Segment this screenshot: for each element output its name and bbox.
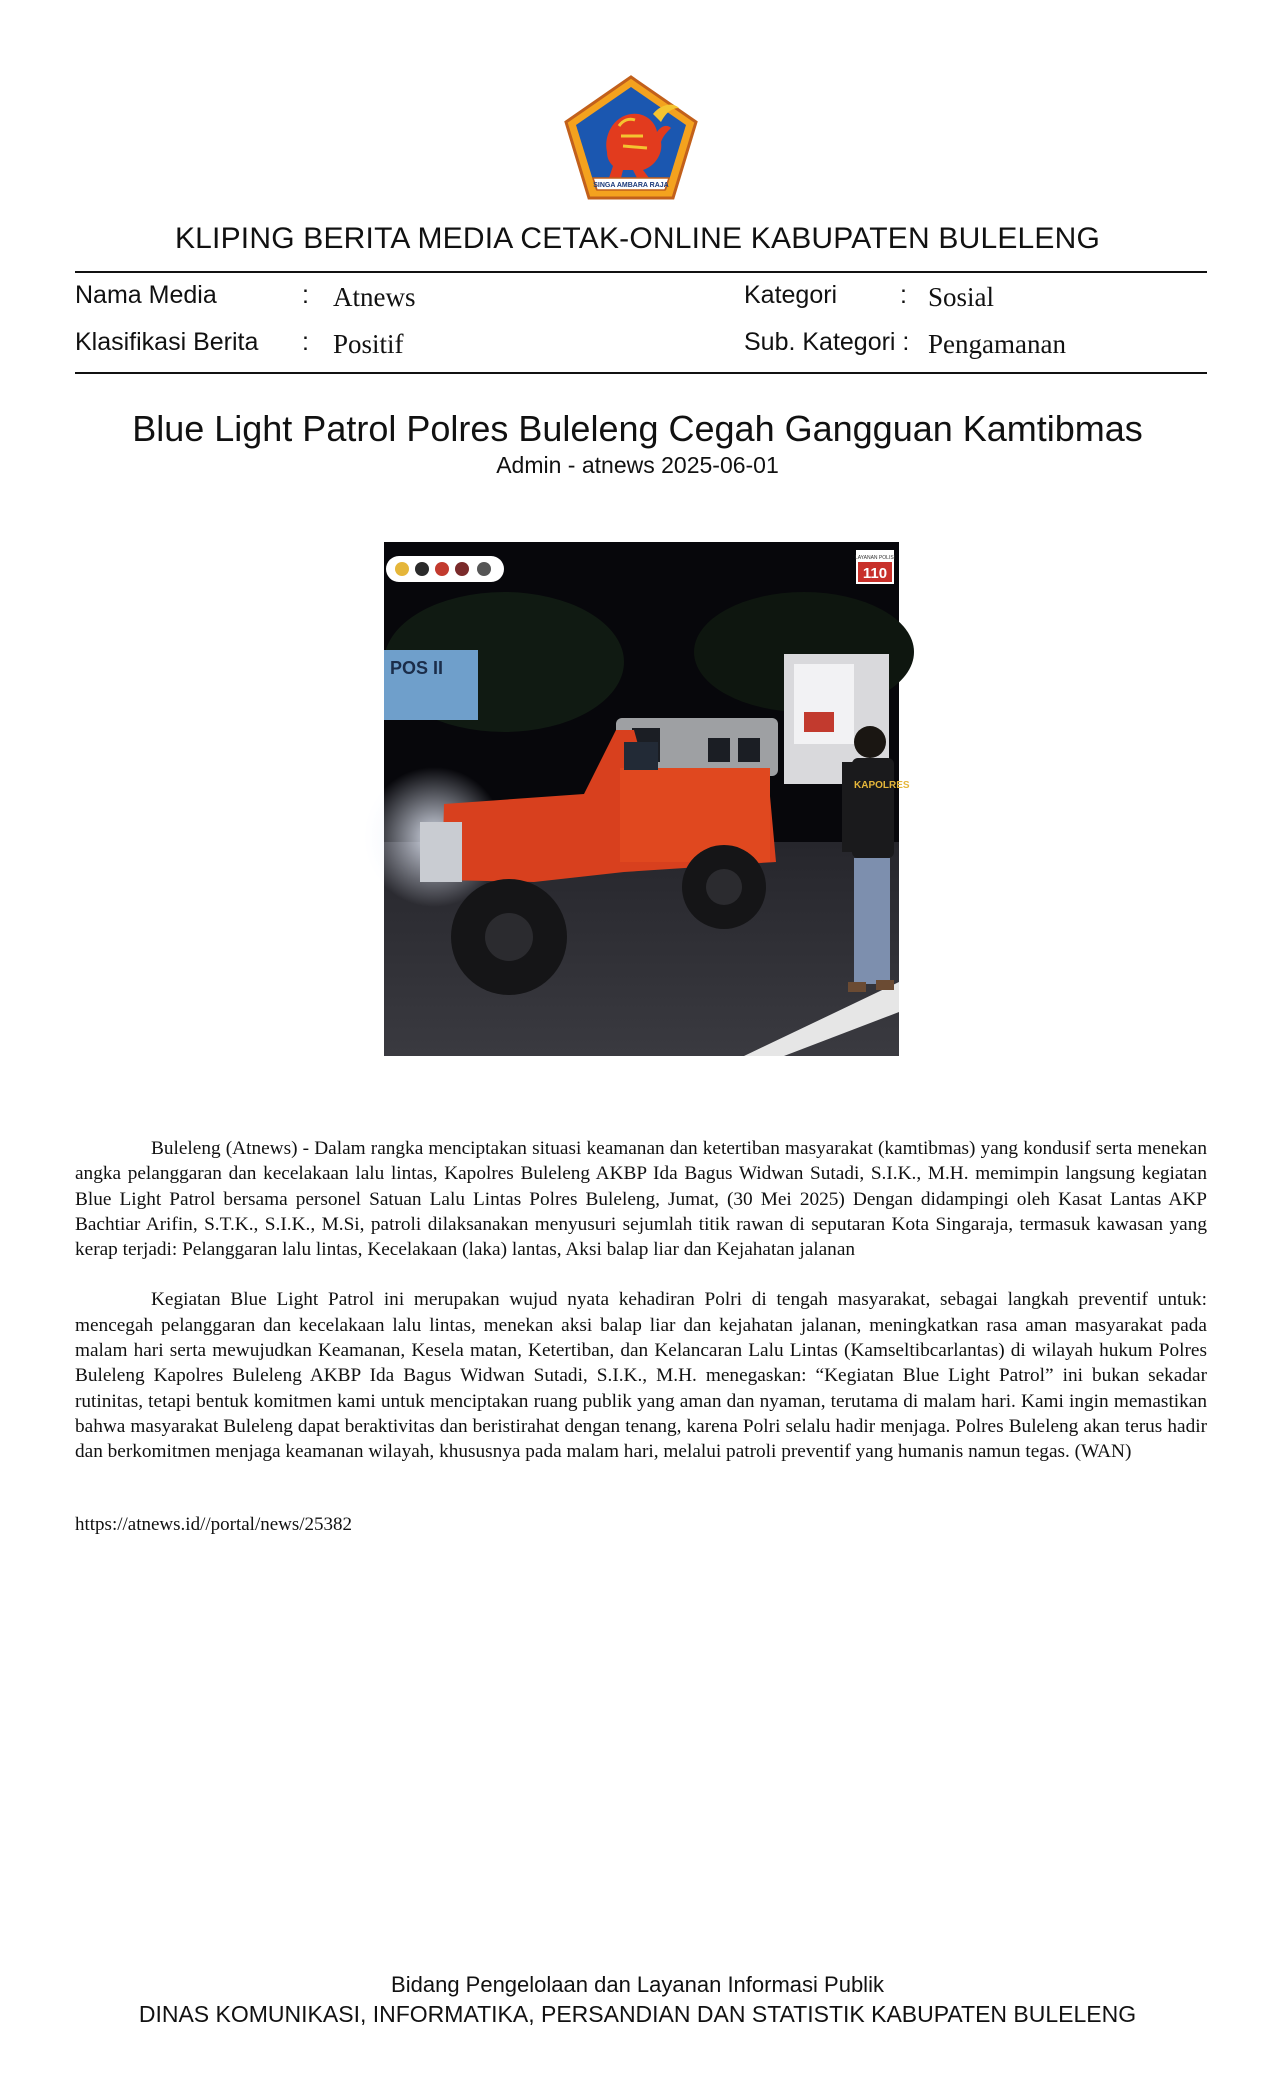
article-byline: Admin - atnews 2025-06-01 — [496, 452, 779, 478]
hotline-label: LAYANAN POLISI — [854, 555, 896, 561]
news-photo — [384, 542, 910, 1056]
article-paragraph-1: Buleleng (Atnews) - Dalam rangka menciptakan situasi keamanan dan ketertiban masyarakat (kamtibmas) yang kondusif serta menekan angka pelanggaran dan kecelakaan lalu lintas, Kapolres Buleleng AKBP Ida Bagus Widwan Sutadi, S.I.K., M.H. memimpin langsung kegiatan Blue Light Patrol bersama personel Satuan Lalu Lintas Polres Buleleng, Jumat, (30 Mei 2025) Dengan didampingi oleh Kasat Lantas AKP Bachtiar Arifin, S.T.K., S.I.K., M.Si, patroli dilaksanakan menyusuri sejumlah titik rawan di seputaran Kota Singaraja, termasuk kawasan yang kerap terjadi: Pelanggaran lalu lintas, Kecelakaan (laka) lantas, Aksi balap liar dan Kejahatan jalanan — [75, 1138, 1207, 1261]
header-divider-top — [75, 271, 1207, 273]
subkategori-value: Pengamanan — [928, 329, 1066, 359]
klasifikasi-label: Klasifikasi Berita — [75, 328, 259, 356]
footer-agency: DINAS KOMUNIKASI, INFORMATIKA, PERSANDIAN DAN STATISTIK KABUPATEN BULELENG — [138, 2001, 1137, 2027]
source-url: https://atnews.id//portal/news/25382 — [75, 1514, 353, 1535]
article-paragraph-2: Kegiatan Blue Light Patrol ini merupakan wujud nyata kehadiran Polri di tengah masyarakat, sebagai langkah preventif untuk: mencegah pelanggaran dan kecelakaan lalu lintas, menekan aksi balap liar dan kejahatan jalanan, meningkatkan rasa aman masyarakat pada malam hari serta mewujudkan Keamanan, Kesela matan, Ketertiban, dan Kelancaran Lalu Lintas (Kamseltibcarlantas) di wilayah hukum Polres Buleleng Kapolres Buleleng AKBP Ida Bagus Widwan Sutadi, S.I.K., M.H. menegaskan: “Kegiatan Blue Light Patrol” ini bukan sekadar rutinitas, tetapi bentuk komitmen kami untuk menciptakan ruang publik yang aman dan nyaman, terutama di malam hari. Kami ingin memastikan bahwa masyarakat Buleleng dapat beraktivitas dan beristirahat dengan tenang, karena Polri selalu hadir menjaga. Polres Buleleng akan terus hadir dan berkomitmen menjaga keamanan wilayah, khususnya pada malam hari, melalui patroli preventif yang humanis namun tegas. (WAN) — [75, 1289, 1207, 1463]
article-body — [75, 1136, 1207, 1490]
vest-text: KAPOLRES — [854, 780, 910, 791]
hotline-number: 110 — [862, 565, 888, 582]
footer-department: Bidang Pengelolaan dan Layanan Informasi Publik — [391, 1972, 884, 1997]
page-header-title: KLIPING BERITA MEDIA CETAK-ONLINE KABUPATEN BULELENG — [174, 222, 1101, 255]
header-divider-bottom — [75, 372, 1207, 374]
media-label: Nama Media — [75, 281, 217, 309]
night-patrol-jeep-illustration — [384, 542, 910, 1056]
media-colon: : — [302, 281, 309, 309]
crest-motto: SINGA AMBARA RAJA — [593, 182, 669, 189]
sign-text: POS II — [390, 658, 444, 678]
kategori-value: Sosial — [928, 282, 995, 312]
kategori-colon: : — [900, 281, 907, 309]
article-title: Blue Light Patrol Polres Buleleng Cegah Gangguan Kamtibmas — [132, 408, 1143, 449]
kategori-label: Kategori — [744, 281, 838, 309]
klasifikasi-colon: : — [302, 328, 309, 356]
kabupaten-buleleng-crest-icon — [563, 74, 699, 202]
klasifikasi-value: Positif — [333, 329, 404, 359]
media-value: Atnews — [333, 282, 416, 312]
subkategori-label: Sub. Kategori : — [744, 328, 910, 356]
